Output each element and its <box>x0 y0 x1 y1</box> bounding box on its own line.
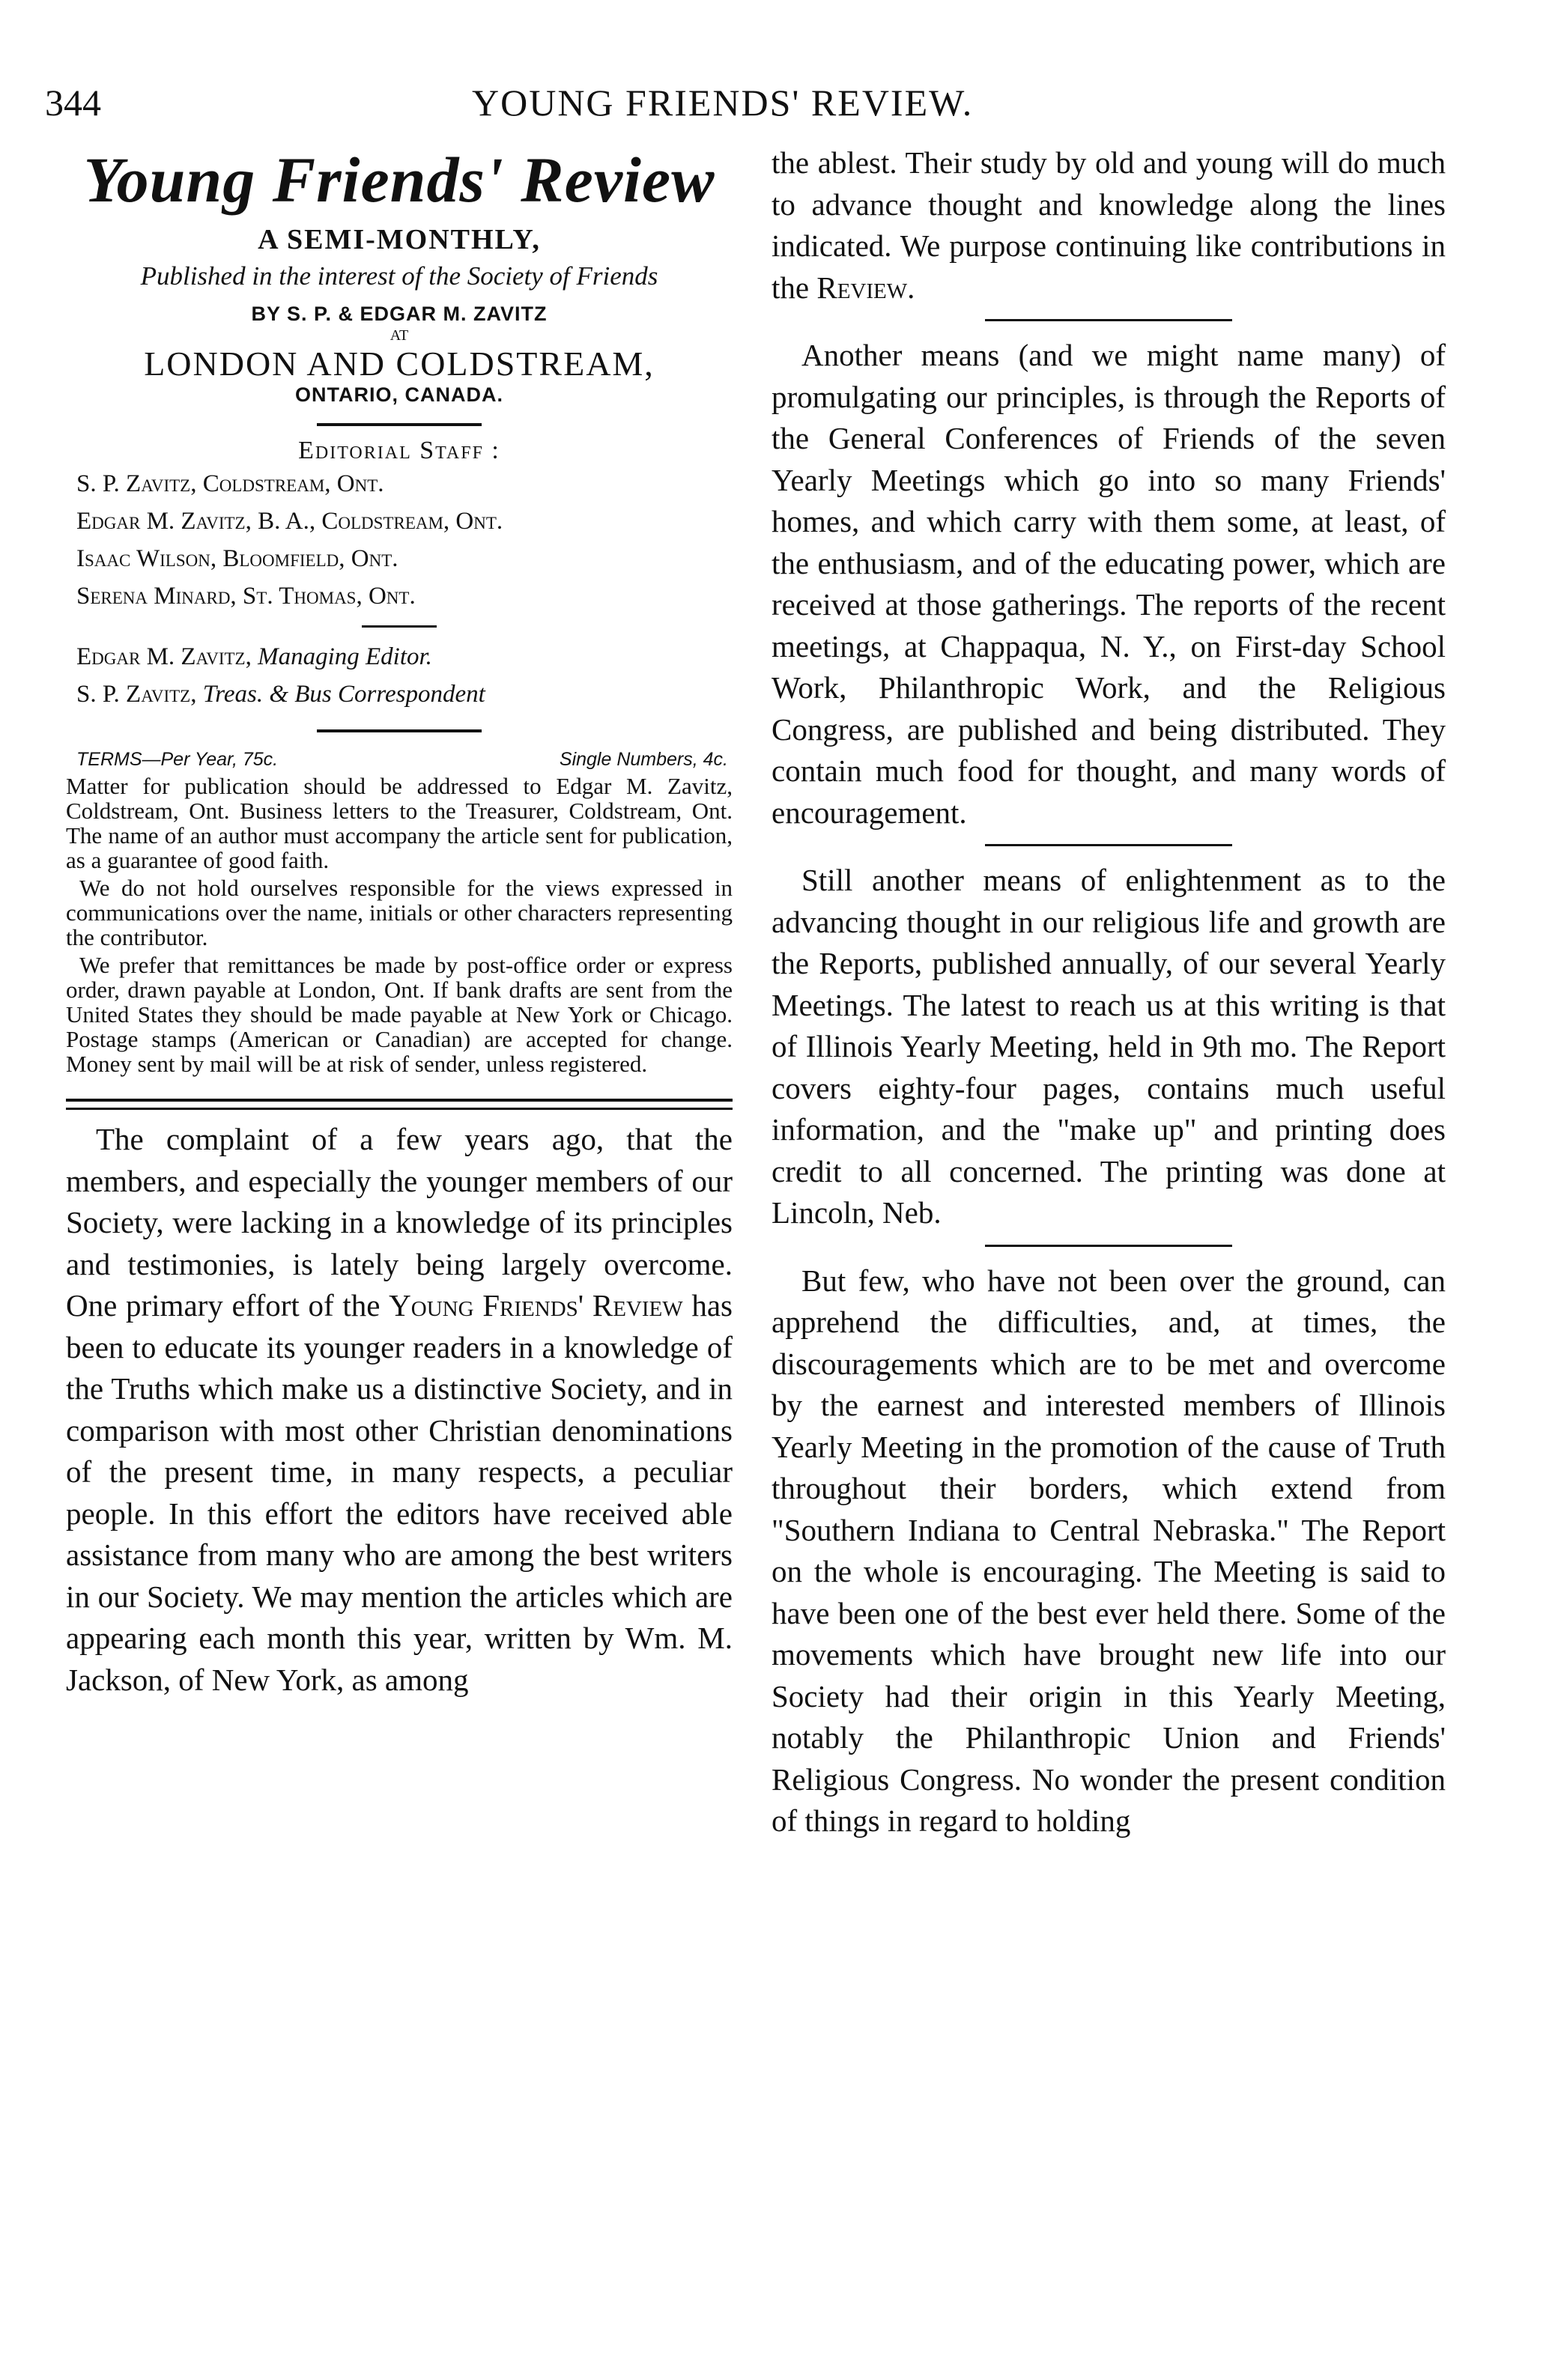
double-rule-bottom <box>66 1108 733 1110</box>
right-column <box>772 142 1446 1842</box>
notice-paragraph: We do not hold ourselves responsible for the views expressed in communications over the name, initials or other characters representing the contributor. <box>66 875 733 950</box>
divider <box>362 625 437 628</box>
terms-single: Single Numbers, 4c. <box>559 749 728 770</box>
left-column <box>66 142 733 1701</box>
body-text: the ablest. Their study by old and young will do much to advance thought and knowledge along the lines indicated. We purpose continuing like contributions in the <box>772 145 1446 305</box>
body-paragraph: Still another means of enlightenment as to the advancing thought in our religious life and growth are the Reports, published annually, of our several Yearly Meetings. The latest to reach us at this writing is that of Illinois Yearly Meeting, held in 9th mo. The Report covers eighty-four pages, contains much useful information, and the "make up" and printing does credit to all concerned. The printing was done at Lincoln, Neb. <box>772 863 1446 1230</box>
masthead-published: Published in the interest of the Society of Friends <box>140 261 658 291</box>
divider <box>985 844 1232 846</box>
masthead-province: ONTARIO, CANADA. <box>295 383 503 406</box>
treasurer-line <box>66 676 733 713</box>
treasurer-role: Treas. & Bus Correspondent <box>202 681 485 708</box>
staff-heading: Editorial Staff : <box>298 437 500 464</box>
body-paragraph <box>66 1119 733 1701</box>
body-paragraph: But few, who have not been over the ground, can apprehend the difficulties, and, at times, the discouragements which are to be met and overcome by the earnest and interested members of Illinois Yearly Meeting in the promotion of the cause of Truth throughout their borders, which extend from "Southern Indiana to Central Nebraska." The Report on the whole is encouraging. The Meeting is said to have been one of the best ever held there. Some of the movements which have brought new life into our Society had their origin in this Yearly Meeting, notably the Philanthropic Union and Friends' Religious Congress. No wonder the present condition of things in regard to holding <box>772 1263 1446 1838</box>
notice-block <box>66 774 733 1076</box>
staff-member: Edgar M. Zavitz, B. A., Coldstream, Ont. <box>76 508 503 535</box>
divider <box>317 423 482 426</box>
terms-line <box>66 749 733 771</box>
staff-member: Isaac Wilson, Bloomfield, Ont. <box>76 545 398 572</box>
masthead-at: AT <box>390 327 409 344</box>
managing-editor-name: Edgar M. Zavitz, <box>76 643 258 670</box>
masthead-subtitle: A SEMI-MONTHLY, <box>258 224 541 255</box>
body-paragraph <box>772 142 1446 309</box>
publication-name: Review <box>816 270 908 305</box>
page-number: 344 <box>45 82 101 124</box>
body-text: The complaint of a few years ago, that the members, and especially the younger members of our Society, were lacking in a knowledge of its principles and testimonies, is lately being largely overcome. One primary effort of the <box>66 1122 733 1323</box>
divider <box>985 319 1232 321</box>
body-text: has been to educate its younger readers in a knowledge of the Truths which make us a distinctive Society, and in comparison with most other Christian denominations of the present time, in many respects, a peculiar people. In this effort the editors have received able assistance from many who are among the best writers in our Society. We may mention the articles which are appearing each month this year, written by Wm. M. Jackson, of New York, as among <box>66 1288 733 1697</box>
notice-paragraph: We prefer that remittances be made by post-office order or express order, drawn payable at London, Ont. If bank drafts are sent from the United States they should be made payable at New York or Chicago. Postage stamps (American or Canadian) are accepted for change. Money sent by mail will be at risk of sender, unless registered. <box>66 952 733 1077</box>
staff-member: S. P. Zavitz, Coldstream, Ont. <box>76 470 384 497</box>
masthead-title: Young Friends' Review <box>83 144 715 216</box>
managing-editor-line <box>66 638 733 676</box>
running-title: YOUNG FRIENDS' REVIEW. <box>472 82 974 124</box>
body-text: . <box>907 270 915 305</box>
left-body <box>66 1119 733 1701</box>
notice-paragraph: Matter for publication should be addressed to Edgar M. Zavitz, Coldstream, Ont. Business letters to the Treasurer, Coldstream, Ont. The name of an author must accompany the article sent for publication, as a guarantee of good faith. <box>66 773 733 873</box>
divider <box>317 729 482 732</box>
double-rule-top <box>66 1099 733 1102</box>
masthead-by: BY S. P. & EDGAR M. ZAVITZ <box>251 303 548 325</box>
staff-member: Serena Minard, St. Thomas, Ont. <box>76 583 416 610</box>
treasurer-name: S. P. Zavitz, <box>76 681 203 708</box>
publication-name: Young Friends' Review <box>389 1288 683 1323</box>
managing-editor-role: Managing Editor. <box>258 643 432 670</box>
divider <box>985 1245 1232 1247</box>
terms-per-year: TERMS—Per Year, 75c. <box>76 749 279 770</box>
masthead-location: LONDON AND COLDSTREAM, <box>144 344 655 383</box>
running-head <box>37 75 1461 135</box>
body-paragraph: Another means (and we might name many) of promulgating our principles, is through the Reports of the General Conferences of Friends of the seven Yearly Meetings which go into so many Friends' homes, and which carry with them some, at least, of the enthusiasm, and of the educating power, which are received at those gatherings. The reports of the recent meetings, at Chappaqua, N. Y., on First-day School Work, Philanthropic Work, and the Religious Congress, are published and being distributed. They contain much food for thought, and many words of encouragement. <box>772 338 1446 830</box>
